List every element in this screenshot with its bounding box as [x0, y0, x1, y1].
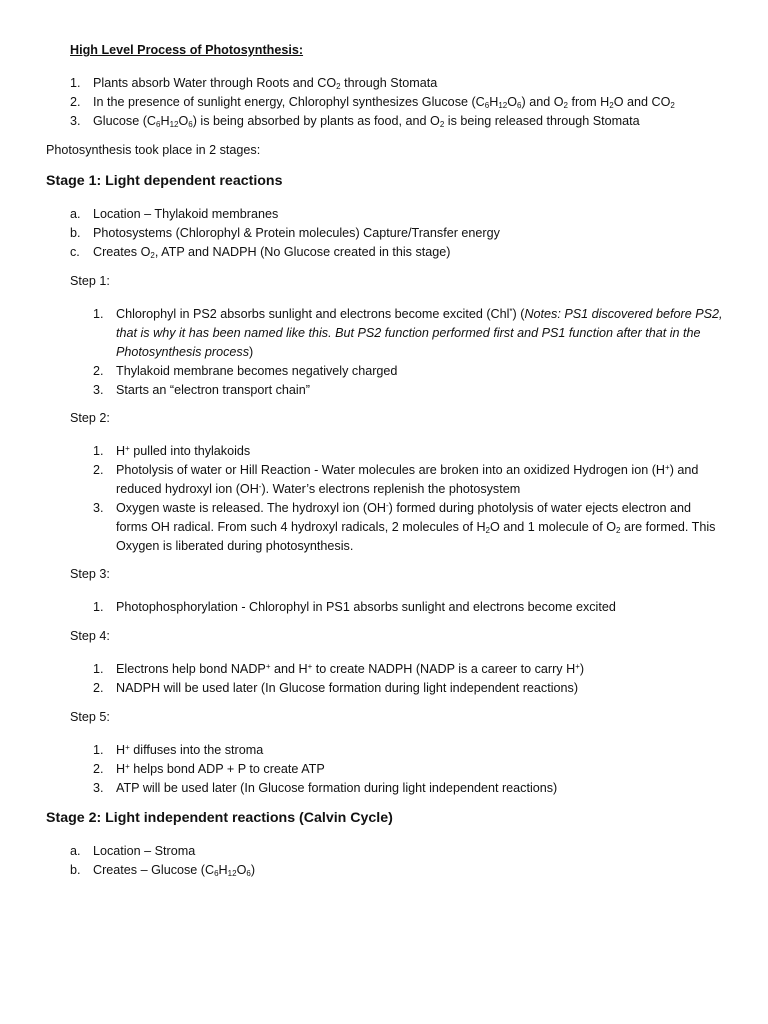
item-number: 2. [93, 364, 104, 378]
list-item [70, 205, 730, 224]
item-letter: a. [70, 207, 81, 221]
item-text: Glucose $(C_6H_{12}O_6)$ is being absorbed by plants as food, and $O_2$ is being released through Stomata [93, 114, 640, 129]
list-item [93, 598, 723, 617]
item-text: Chlorophyl in PS2 absorbs sunlight and electrons become excited (Chl*) (Notes: PS1 discovered before PS2, that is why it has been named like this. But PS2 function performed first and PS1 function after that in the Photosynthesis process) [116, 307, 723, 359]
list-item [70, 861, 730, 880]
list-item [70, 74, 730, 93]
list-item [93, 381, 723, 400]
item-text: Photophosphorylation - Chlorophyl in PS1 absorbs sunlight and electrons become excited [116, 600, 616, 614]
stage2-list [70, 842, 730, 880]
item-text: H+ diffuses into the stroma [116, 743, 264, 757]
list-item [70, 243, 730, 262]
list-item [93, 461, 723, 499]
step2-label: Step 2: [70, 411, 110, 425]
item-text: In the presence of sunlight energy, Chlorophyl synthesizes Glucose $(C_6H_{12}O_6)$ and $O_2$ from $H_2O$ and $CO_2$ [93, 95, 675, 110]
item-text: H+ pulled into thylakoids [116, 444, 251, 458]
item-text: H+ helps bond ADP + P to create ATP [116, 762, 325, 776]
list-item [70, 842, 730, 861]
item-number: 3. [93, 501, 104, 515]
item-letter: b. [70, 226, 81, 240]
item-number: 1. [93, 307, 104, 321]
stage1-list [70, 205, 730, 262]
item-text: Location – Stroma [93, 844, 196, 858]
list-item [93, 679, 723, 698]
item-number: 2. [93, 762, 104, 776]
list-item [70, 224, 730, 243]
item-number: 3. [93, 383, 104, 397]
item-text: Location – Thylakoid membranes [93, 207, 279, 221]
list-item [93, 741, 723, 760]
step4-label: Step 4: [70, 629, 110, 643]
item-number: 1. [93, 743, 104, 757]
stage1-title: Stage 1: Light dependent reactions [46, 173, 283, 189]
item-number: 2. [93, 681, 104, 695]
item-number: 2. [70, 95, 81, 109]
step2-list [93, 442, 723, 556]
step4-list [93, 660, 723, 698]
item-number: 2. [93, 463, 104, 477]
list-item [93, 499, 723, 556]
stage2-title: Stage 2: Light independent reactions (Calvin Cycle) [46, 810, 393, 826]
item-number: 3. [93, 781, 104, 795]
item-text: Starts an “electron transport chain” [116, 383, 310, 397]
item-text: Thylakoid membrane becomes negatively charged [116, 364, 398, 378]
item-text: Oxygen waste is released. The hydroxyl ion (OH-) formed during photolysis of water ejects electron and forms OH radical. From such 4 hydroxyl radicals, 2 molecules of $H_2O$ and 1 molecule of $O_2$ are formed. This Oxygen is liberated during photosynthesis. [116, 501, 716, 553]
item-text: Photosystems (Chlorophyl & Protein molecules) Capture/Transfer energy [93, 226, 500, 240]
item-letter: c. [70, 245, 80, 259]
item-letter: a. [70, 844, 81, 858]
item-number: 1. [93, 444, 104, 458]
item-text: Creates $O_2$, ATP and NADPH (No Glucose created in this stage) [93, 245, 451, 260]
item-number: 1. [70, 76, 81, 90]
list-item [93, 660, 723, 679]
step3-label: Step 3: [70, 567, 110, 581]
document-heading: High Level Process of Photosynthesis: [70, 43, 304, 57]
step1-list [93, 305, 723, 400]
list-item [93, 305, 723, 362]
list-item [70, 112, 730, 131]
item-text: Plants absorb Water through Roots and $CO_2$ through Stomata [93, 76, 438, 91]
item-text: Photolysis of water or Hill Reaction - Water molecules are broken into an oxidized Hydrogen ion (H+) and reduced hydroxyl ion (OH-). Water’s electrons replenish the photosystem [116, 463, 699, 496]
item-number: 1. [93, 662, 104, 676]
step5-label: Step 5: [70, 710, 110, 724]
item-text: Electrons help bond NADP+ and H+ to create NADPH (NADP is a career to carry H+) [116, 662, 585, 676]
list-item [93, 779, 723, 798]
item-number: 1. [93, 600, 104, 614]
item-letter: b. [70, 863, 81, 877]
step3-list [93, 598, 723, 617]
step5-list [93, 741, 723, 798]
list-item [70, 93, 730, 112]
list-item [93, 362, 723, 381]
step1-label: Step 1: [70, 274, 110, 288]
list-item [93, 442, 723, 461]
intro-list [70, 74, 730, 131]
item-text: ATP will be used later (In Glucose formation during light independent reactions) [116, 781, 558, 795]
item-text: NADPH will be used later (In Glucose formation during light independent reactions) [116, 681, 579, 695]
list-item [93, 760, 723, 779]
item-number: 3. [70, 114, 81, 128]
stages-intro-text: Photosynthesis took place in 2 stages: [46, 143, 261, 157]
item-text: Creates – Glucose $(C_6H_{12}O_6)$ [93, 863, 256, 878]
